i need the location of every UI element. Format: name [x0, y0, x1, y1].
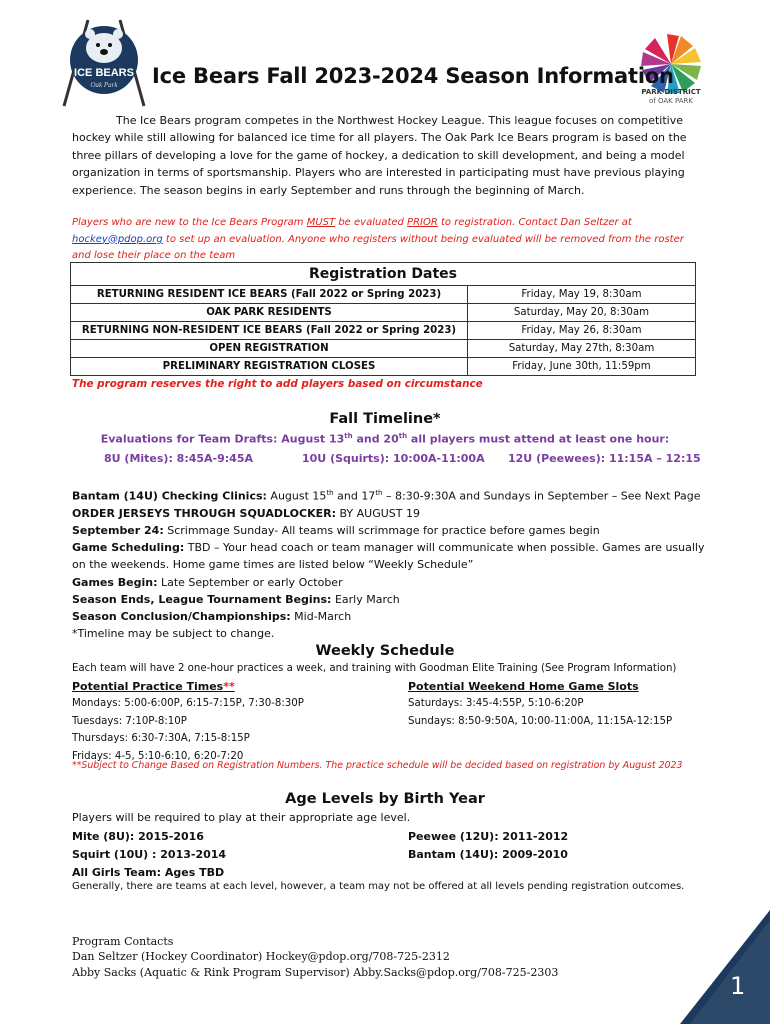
- timeline-label: Season Conclusion/Championships:: [72, 610, 291, 624]
- contacts-heading: Program Contacts: [72, 935, 174, 948]
- notice-prior: PRIOR: [407, 217, 438, 228]
- evals-text-b: and 20: [352, 432, 399, 446]
- reg-date: Friday, June 30th, 11:59pm: [468, 358, 696, 376]
- age-levels-heading: Age Levels by Birth Year: [285, 791, 485, 807]
- practice-header-text: Potential Practice Times: [72, 680, 224, 693]
- timeline-scheduling: [72, 539, 712, 573]
- timeline-label: Bantam (14U) Checking Clinics:: [72, 489, 267, 503]
- registration-dates-table: [70, 262, 696, 376]
- table-row: [71, 286, 696, 304]
- timeline-value: – 8:30-9:30A and Sundays in September – See Next Page: [382, 489, 701, 503]
- notice-text-1: Players who are new to the Ice Bears Program: [72, 217, 307, 228]
- timeline-bantam: [72, 485, 712, 505]
- table-row: [71, 304, 696, 322]
- timeline-value: Late September or early October: [157, 575, 343, 589]
- hockey-email-link[interactable]: hockey@pdop.org: [72, 233, 163, 245]
- timeline-label: Season Ends, League Tournament Begins:: [72, 592, 332, 606]
- timeline-label: ORDER JERSEYS THROUGH SQUADLOCKER:: [72, 506, 336, 520]
- ice-bears-logo: [58, 10, 150, 110]
- notice-text-2: be evaluated: [335, 217, 408, 228]
- notice-must: MUST: [306, 217, 336, 228]
- evals-sup-2: th: [398, 432, 408, 440]
- reg-label: OPEN REGISTRATION: [71, 340, 468, 358]
- table-row: [71, 340, 696, 358]
- eval-level-squirts: 10U (Squirts): 10:00A-11:00A: [302, 452, 485, 465]
- list-item: Mite (8U): 2015-2016: [72, 830, 204, 843]
- weekend-slots-header: Potential Weekend Home Game Slots: [408, 680, 639, 693]
- page-title: Ice Bears Fall 2023-2024 Season Information: [152, 64, 674, 88]
- fall-timeline-list: [72, 485, 712, 642]
- list-item: Squirt (10U) : 2013-2014: [72, 848, 227, 861]
- reg-label: RETURNING RESIDENT ICE BEARS (Fall 2022 or Spring 2023): [71, 286, 468, 304]
- list-item: Saturdays: 3:45-4:55P, 5:10-6:20P: [408, 698, 584, 710]
- list-item: Thursdays: 6:30-7:30A, 7:15-8:15P: [72, 733, 250, 745]
- evals-text-a: Evaluations for Team Drafts: August 13: [100, 432, 345, 446]
- age-levels-left: [72, 828, 226, 882]
- timeline-jerseys: [72, 505, 712, 522]
- reserve-note: The program reserves the right to add players based on circumstance: [72, 378, 483, 390]
- timeline-footnote: *Timeline may be subject to change.: [72, 627, 275, 641]
- registration-heading: Registration Dates: [71, 263, 696, 286]
- list-item: Mondays: 5:00-6:00P, 6:15-7:15P, 7:30-8:30P: [72, 698, 304, 710]
- timeline-value: Scrimmage Sunday- All teams will scrimmage for practice before games begin: [163, 524, 600, 538]
- evaluations-line: [0, 432, 770, 446]
- list-item: Peewee (12U): 2011-2012: [408, 830, 569, 843]
- evals-sup-1: th: [344, 432, 353, 440]
- weekly-intro: Each team will have 2 one-hour practices a week, and training with Goodman Elite Training (See Program Information): [72, 663, 677, 674]
- practice-times-header: [72, 678, 304, 695]
- timeline-label: Game Scheduling:: [72, 541, 185, 555]
- contact-line: Abby Sacks (Aquatic & Rink Program Supervisor) Abby.Sacks@pdop.org/708-725-2303: [72, 965, 559, 979]
- timeline-september: [72, 522, 712, 539]
- reg-date: Friday, May 26, 8:30am: [468, 322, 696, 340]
- timeline-season-ends: [72, 591, 712, 608]
- timeline-value: Mid-March: [290, 610, 352, 624]
- evals-text-c: all players must attend at least one hour:: [407, 432, 670, 446]
- logo-text-top: ICE BEARS: [74, 67, 134, 79]
- notice-text-4: to set up an evaluation. Anyone who registers without being evaluated will be removed from the roster and lose their place on the team: [72, 233, 684, 262]
- practice-times-column: [72, 678, 304, 765]
- timeline-games-begin: [72, 574, 712, 591]
- evaluation-notice: [72, 215, 700, 265]
- list-item: Tuesdays: 7:10P-8:10P: [72, 715, 187, 727]
- list-item: All Girls Team: Ages TBD: [72, 866, 225, 879]
- timeline-value: BY AUGUST 19: [335, 506, 420, 520]
- notice-text-3: to registration. Contact Dan Seltzer at: [437, 217, 632, 228]
- reg-date: Saturday, May 27th, 8:30am: [468, 340, 696, 358]
- reg-date: Friday, May 19, 8:30am: [468, 286, 696, 304]
- table-row: [71, 358, 696, 376]
- list-item: Bantam (14U): 2009-2010: [408, 848, 568, 861]
- table-row: [71, 322, 696, 340]
- park-district-line1: PARK DISTRICT: [641, 88, 701, 96]
- program-contacts: [72, 934, 558, 980]
- timeline-sup: th: [375, 489, 383, 497]
- eval-level-peewees: 12U (Peewees): 11:15A – 12:15: [508, 452, 701, 465]
- timeline-conclusion: [72, 608, 712, 625]
- age-levels-right: [408, 828, 568, 864]
- intro-paragraph: The Ice Bears program competes in the Northwest Hockey League. This league focuses on competitive hockey while still allowing for balanced ice time for all players. The Oak Park Ice Bears program is based on the three pillars of developing a love for the game of hockey, a dedication to skill development, and being a model organization in terms of sportsmanship. Players who are interested in participating must have previous playing experience. The season begins in early September and runs through the beginning of March.: [72, 114, 687, 197]
- list-item: Fridays: 4-5, 5:10-6:10, 6:20-7:20: [72, 750, 244, 762]
- timeline-label: Games Begin:: [72, 575, 158, 589]
- timeline-value: and 17: [333, 489, 376, 503]
- age-intro: Players will be required to play at their appropriate age level.: [72, 811, 411, 824]
- weekly-schedule-heading: Weekly Schedule: [315, 643, 455, 659]
- reg-label: RETURNING NON-RESIDENT ICE BEARS (Fall 2022 or Spring 2023): [71, 322, 468, 340]
- page-number: 1: [730, 972, 746, 1000]
- timeline-value: Early March: [331, 592, 400, 606]
- timeline-label: September 24:: [72, 524, 164, 538]
- fall-timeline-heading: Fall Timeline*: [329, 411, 441, 427]
- contact-line: Dan Seltzer (Hockey Coordinator) Hockey@pdop.org/708-725-2312: [72, 950, 450, 964]
- logo-text-bottom: Oak Park: [90, 81, 118, 89]
- timeline-value: August 15: [266, 489, 327, 503]
- park-district-line2: of OAK PARK: [649, 97, 693, 105]
- reg-label: PRELIMINARY REGISTRATION CLOSES: [71, 358, 468, 376]
- list-item: Sundays: 8:50-9:50A, 10:00-11:00A, 11:15A-12:15P: [408, 715, 673, 727]
- timeline-sup: th: [326, 489, 334, 497]
- reg-label: OAK PARK RESIDENTS: [71, 304, 468, 322]
- weekend-slots-column: [408, 678, 672, 730]
- practice-marker: **: [223, 680, 235, 693]
- timeline-value: TBD – Your head coach or team manager will communicate when possible. Games are usually on the weekends. Home game times are listed below “Weekly Schedule”: [72, 541, 705, 572]
- park-district-wordmark: [628, 88, 714, 106]
- eval-level-mites: 8U (Mites): 8:45A-9:45A: [104, 452, 253, 465]
- page-corner-triangle: [680, 910, 770, 1024]
- age-general-note: Generally, there are teams at each level, however, a team may not be offered at all levels pending registration outcomes.: [72, 881, 685, 892]
- reg-date: Saturday, May 20, 8:30am: [468, 304, 696, 322]
- schedule-subject-note: **Subject to Change Based on Registration Numbers. The practice schedule will be decided based on registration by August 2023: [72, 760, 683, 771]
